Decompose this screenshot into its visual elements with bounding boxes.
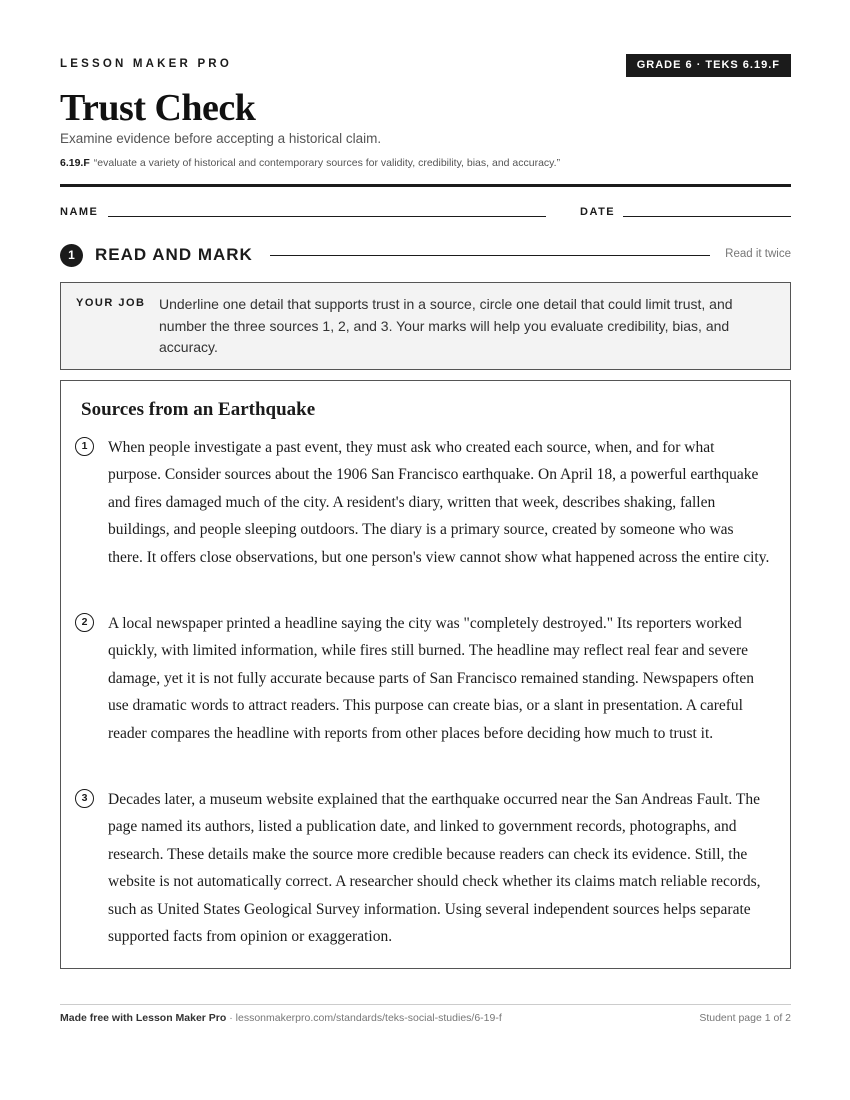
header-divider	[60, 184, 791, 187]
grade-badge: GRADE 6 · TEKS 6.19.F	[626, 54, 791, 77]
reading-passage	[60, 380, 791, 969]
passage-paragraph: A local newspaper printed a headline saying the city was "completely destroyed." Its reporters worked quickly, with limited information, while fires still burned. The headline may reflect real fear and severe damage, yet it is not fully accurate because parts of San Francisco remained standing. Newspapers often use dramatic words to attract readers. This purpose can create bias, or a slant in presentation. A careful reader compares the headline with reports from other places before deciding how much to trust it.	[108, 615, 755, 742]
footer-made-with: Made free with Lesson Maker Pro	[60, 1012, 227, 1024]
paragraph-number-badge: 1	[75, 437, 94, 456]
standard-code: 6.19.F	[60, 157, 90, 169]
page-subtitle: Examine evidence before accepting a historical claim.	[60, 131, 382, 146]
section-hint: Read it twice	[725, 248, 791, 260]
section-title: READ AND MARK	[95, 245, 253, 264]
footer-credit	[60, 1012, 502, 1024]
passage-paragraph: Decades later, a museum website explained that the earthquake occurred near the San Andreas Fault. The page named its authors, listed a publication date, and linked to government records, photographs, and research. These details make the source more credible because readers can check its evidence. Still, the website is not automatically correct. A researcher should check whether its claims match reliable records, such as United States Geological Survey information. Using several independent sources helps separate supported facts from opinion or exaggeration.	[108, 791, 761, 946]
footer-divider	[60, 1004, 791, 1005]
instructions-label: YOUR JOB	[76, 297, 146, 309]
instructions-box	[60, 282, 791, 370]
passage-title: Sources from an Earthquake	[81, 399, 316, 420]
date-line[interactable]	[623, 216, 791, 217]
standard-text: “evaluate a variety of historical and contemporary sources for validity, credibility, bias, and accuracy.”	[93, 157, 561, 169]
name-label: NAME	[60, 206, 99, 218]
page-title: Trust Check	[60, 87, 256, 129]
footer-url: · lessonmakerpro.com/standards/teks-social-studies/6-19-f	[226, 1012, 502, 1024]
name-line[interactable]	[108, 216, 546, 217]
brand-name: LESSON MAKER PRO	[60, 58, 232, 70]
instructions-text: Underline one detail that supports trust in a source, circle one detail that could limit trust, and number the three sources 1, 2, and 3. Your marks will help you evaluate credibility, bias, and accuracy.	[159, 296, 733, 355]
paragraph-number-badge: 2	[75, 613, 94, 632]
passage-paragraph: When people investigate a past event, they must ask who created each source, when, and for what purpose. Consider sources about the 1906 San Francisco earthquake. On April 18, a powerful earthquake and fires damaged much of the city. A resident's diary, written that week, describes shaking, fallen buildings, and people sleeping outdoors. The diary is a primary source, created by someone who was there. It offers close observations, but one person's view cannot show what happened across the entire city.	[108, 439, 770, 566]
worksheet-page	[60, 0, 791, 1100]
section-divider	[270, 255, 710, 256]
paragraph-number-badge: 3	[75, 789, 94, 808]
section-number-badge: 1	[60, 244, 83, 267]
footer-page-number: Student page 1 of 2	[699, 1012, 791, 1024]
date-label: DATE	[580, 206, 616, 218]
standard-line	[60, 157, 560, 169]
